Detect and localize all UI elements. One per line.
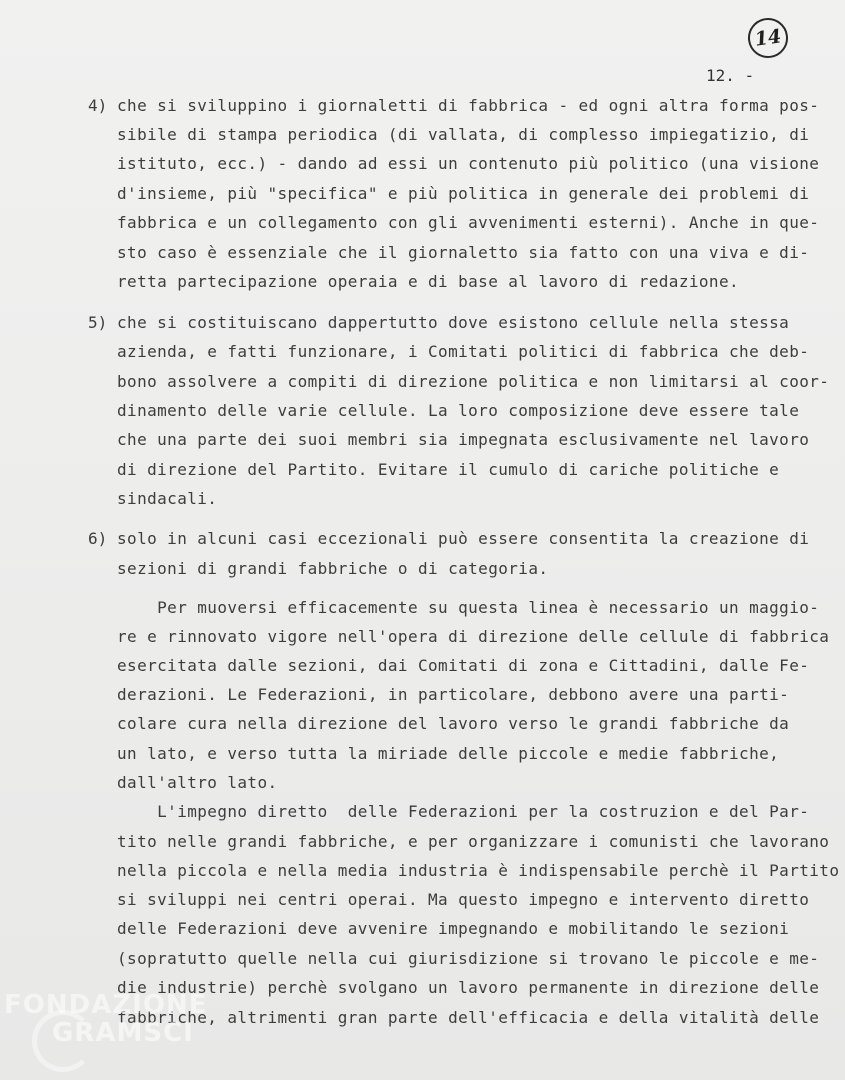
text-line: Per muoversi efficacemente su questa linea è necessario un maggio- — [117, 598, 820, 617]
item-number: 4) — [88, 96, 108, 115]
watermark-logo — [4, 990, 214, 1080]
item-number: 6) — [88, 529, 108, 548]
text-line: d'insieme, più "specifica" e più politica in generale dei problemi di — [117, 184, 810, 203]
text-line: un lato, e verso tutta la miriade delle piccole e medie fabbriche, — [117, 744, 780, 763]
watermark-line1: FONDAZIONE — [4, 990, 208, 1020]
text-line: solo in alcuni casi eccezionali può essere consentita la creazione di — [117, 529, 810, 548]
text-line: che si costituiscano dappertutto dove esistono cellule nella stessa — [117, 313, 790, 332]
text-line: che si sviluppino i giornaletti di fabbrica - ed ogni altra forma pos- — [117, 96, 820, 115]
text-line: re e rinnovato vigore nell'opera di direzione delle cellule di fabbrica — [117, 627, 830, 646]
page-stamp: 14 — [745, 15, 790, 60]
text-line: sindacali. — [117, 489, 218, 508]
item-number: 5) — [88, 313, 108, 332]
text-line: sezioni di grandi fabbriche o di categoria. — [117, 559, 549, 578]
text-line: che una parte dei suoi membri sia impegnata esclusivamente nel lavoro — [117, 430, 810, 449]
text-line: dinamento delle varie cellule. La loro composizione deve essere tale — [117, 401, 800, 420]
text-line: colare cura nella direzione del lavoro verso le grandi fabbriche da — [117, 714, 790, 733]
text-line: bono assolvere a compiti di direzione politica e non limitarsi al coor- — [117, 372, 830, 391]
watermark-line2: GRAMSCI — [52, 1018, 194, 1048]
text-line: L'impegno diretto delle Federazioni per la costruzion e del Par- — [117, 802, 810, 821]
text-line: derazioni. Le Federazioni, in particolare, debbono avere una parti- — [117, 685, 790, 704]
text-line: sto caso è essenziale che il giornaletto sia fatto con una viva e di- — [117, 243, 810, 262]
text-line: sibile di stampa periodica (di vallata, di complesso impiegatizio, di — [117, 125, 810, 144]
text-line: die industrie) perchè svolgano un lavoro permanente in direzione delle — [117, 978, 820, 997]
text-line: fabbriche, altrimenti gran parte dell'efficacia e della vitalità delle — [117, 1008, 820, 1027]
text-line: dall'altro lato. — [117, 773, 278, 792]
text-line: tito nelle grandi fabbriche, e per organizzare i comunisti che lavorano — [117, 832, 830, 851]
text-line: (sopratutto quelle nella cui giurisdizione si trovano le piccole e me- — [117, 949, 820, 968]
text-line: fabbrica e un collegamento con gli avvenimenti esterni). Anche in que- — [117, 213, 820, 232]
text-line: si sviluppi nei centri operai. Ma questo impegno e intervento diretto — [117, 890, 810, 909]
text-line: delle Federazioni deve avvenire impegnando e mobilitando le sezioni — [117, 919, 790, 938]
page-number: 12. - — [706, 66, 755, 85]
text-line: azienda, e fatti funzionare, i Comitati politici di fabbrica che deb- — [117, 342, 810, 361]
text-line: esercitata dalle sezioni, dai Comitati di zona e Cittadini, dalle Fe- — [117, 656, 810, 675]
text-line: retta partecipazione operaia e di base al lavoro di redazione. — [117, 272, 740, 291]
text-line: nella piccola e nella media industria è indispensabile perchè il Partito — [117, 861, 840, 880]
text-line: di direzione del Partito. Evitare il cumulo di cariche politiche e — [117, 460, 780, 479]
text-line: istituto, ecc.) - dando ad essi un contenuto più politico (una visione — [117, 154, 820, 173]
